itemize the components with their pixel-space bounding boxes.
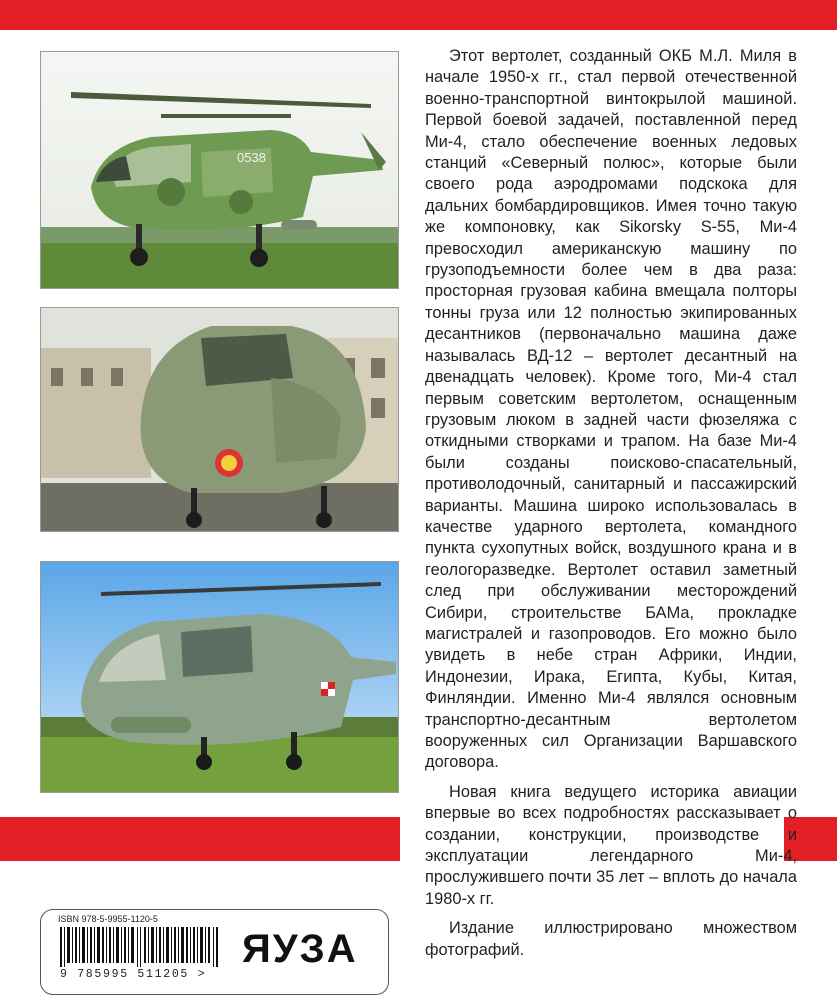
publisher-logo: ЯУЗА [242,927,358,971]
ean-digits: 9 785995 511205 > [60,968,207,981]
helicopter-photo-1 [40,51,399,289]
paragraph-2: Новая книга ведущего историка авиации впервые во всех подробностях рассказывает о создании, конструкции, производстве и эксплуатации легендарного Ми-4, прослужившего почти 35 лет – вплоть до начала 1980-х гг. [425,782,797,908]
description-text [425,46,797,961]
top-red-bar [0,0,837,30]
helicopter-photo-2 [40,307,399,532]
paragraph-1: Этот вертолет, созданный ОКБ М.Л. Миля в начале 1950-х гг., стал первой отечественной военно-транспортной винтокрылой машиной. Первой боевой задачей, поставленной перед Ми-4, стало обеспечение военных ледовых станций «Северный полюс», которые были своего рода аэродромами подскока для дальних бомбардировщиков. Имея точно такую же компоновку, как Sikorsky S-55, Ми-4 превосходил американскую машину по грузоподъемности более чем в два раза: просторная грузовая кабина вмещала полторы тонны груза или 12 полностью экипированных десантников (первоначально машина даже называлась ВД-12 – вертолет десантный на двенадцать человек). Кроме того, Ми-4 стал первым советским вертолетом, оснащенным грузовым люком в задней части фюзеляжа с откидными створками и трапом. На базе Ми-4 были созданы поисково-спасательный, противолодочный, санитарный и пассажирский варианты. Машина широко использовалась в качестве ударного вертолета, командного пункта сухопутных войск, воздушного крана и в геологоразведке. Вертолет оставил заметный след при обслуживании месторождений Сибири, строительстве БАМа, прокладке магистралей и газопроводов. Его можно было увидеть в небе стран Африки, Индии, Индонезии, Ирака, Египта, Кубы, Китая, Финляндии. Именно Ми-4 являлся основным транспортно-десантным вертолетом вооруженных сил Организации Варшавского договора. [425,47,797,772]
tail-number: 0538 [237,150,266,165]
helicopter-photo-3 [40,561,399,793]
isbn-label: ISBN 978-5-9955-1120-5 [58,914,158,924]
paragraph-3: Издание иллюстрировано множеством фотографий. [425,919,797,959]
barcode-icon [60,927,220,967]
red-stripe-left [0,817,400,861]
